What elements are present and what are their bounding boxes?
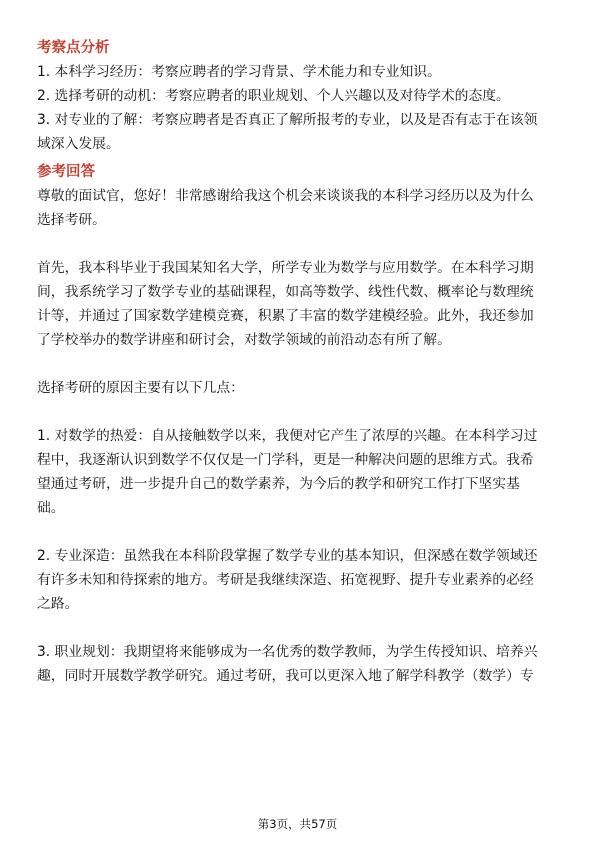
text-line: 间，我系统学习了数学专业的基础课程，如高等数学、线性代数、概率论与数理统: [37, 284, 534, 300]
answer-heading: 参考回答: [37, 164, 95, 180]
answer-paragraph: [37, 640, 561, 688]
analysis-item: [37, 108, 561, 156]
paragraph-gap: [37, 352, 561, 376]
analysis-heading: 考察点分析: [37, 40, 110, 56]
text-line: 之路。: [37, 596, 79, 612]
text-line: 望通过考研，进一步提升自己的数学素养，为今后的教学和研究工作打下坚实基: [37, 476, 520, 492]
paragraph-gap: [37, 520, 561, 544]
paragraph-gap: [37, 400, 561, 424]
paragraph-gap: [37, 616, 561, 640]
text-line: 2. 选择考研的动机：考察应聘者的职业规划、个人兴趣以及对待学术的态度。: [37, 88, 510, 104]
text-line: 首先，我本科毕业于我国某知名大学，所学专业为数学与应用数学。在本科学习期: [37, 260, 534, 276]
answer-paragraph: [37, 376, 561, 400]
text-line: 有许多未知和待探索的地方。考研是我继续深造、拓宽视野、提升专业素养的必经: [37, 572, 534, 588]
answer-body: [37, 184, 561, 688]
text-line: 1. 对数学的热爱：自从接触数学以来，我便对它产生了浓厚的兴趣。在本科学习过: [37, 428, 538, 444]
text-line: 1. 本科学习经历：考察应聘者的学习背景、学术能力和专业知识。: [37, 64, 441, 80]
text-line: 趣，同时开展数学教学研究。通过考研，我可以更深入地了解学科教学（数学）专: [37, 668, 534, 684]
analysis-list: [37, 60, 561, 156]
text-line: 选择考研。: [37, 212, 106, 228]
page-footer: 第3页，共57页: [257, 817, 338, 831]
text-line: 3. 职业规划：我期望将来能够成为一名优秀的数学教师，为学生传授知识、培养兴: [37, 644, 538, 660]
analysis-item: [37, 60, 561, 84]
paragraph-gap: [37, 232, 561, 256]
document-page: [37, 36, 561, 688]
answer-paragraph: [37, 424, 561, 520]
text-line: 域深入发展。: [37, 136, 120, 152]
text-line: 了学校举办的数学讲座和研讨会，对数学领域的前沿动态有所了解。: [37, 332, 451, 348]
text-line: 计等，并通过了国家数学建模竞赛，积累了丰富的数学建模经验。此外，我还参加: [37, 308, 534, 324]
text-line: 2. 专业深造：虽然我在本科阶段掌握了数学专业的基本知识，但深感在数学领域还: [37, 548, 538, 564]
text-line: 3. 对专业的了解：考察应聘者是否真正了解所报考的专业，以及是否有志于在该领: [37, 112, 538, 128]
text-line: 程中，我逐渐认识到数学不仅仅是一门学科，更是一种解决问题的思维方式。我希: [37, 452, 534, 468]
text-line: 础。: [37, 500, 65, 516]
text-line: 选择考研的原因主要有以下几点：: [37, 380, 244, 396]
answer-paragraph: [37, 184, 561, 232]
answer-paragraph: [37, 544, 561, 616]
analysis-item: [37, 84, 561, 108]
answer-paragraph: [37, 256, 561, 352]
text-line: 尊敬的面试官，您好！非常感谢给我这个机会来谈谈我的本科学习经历以及为什么: [37, 188, 534, 204]
